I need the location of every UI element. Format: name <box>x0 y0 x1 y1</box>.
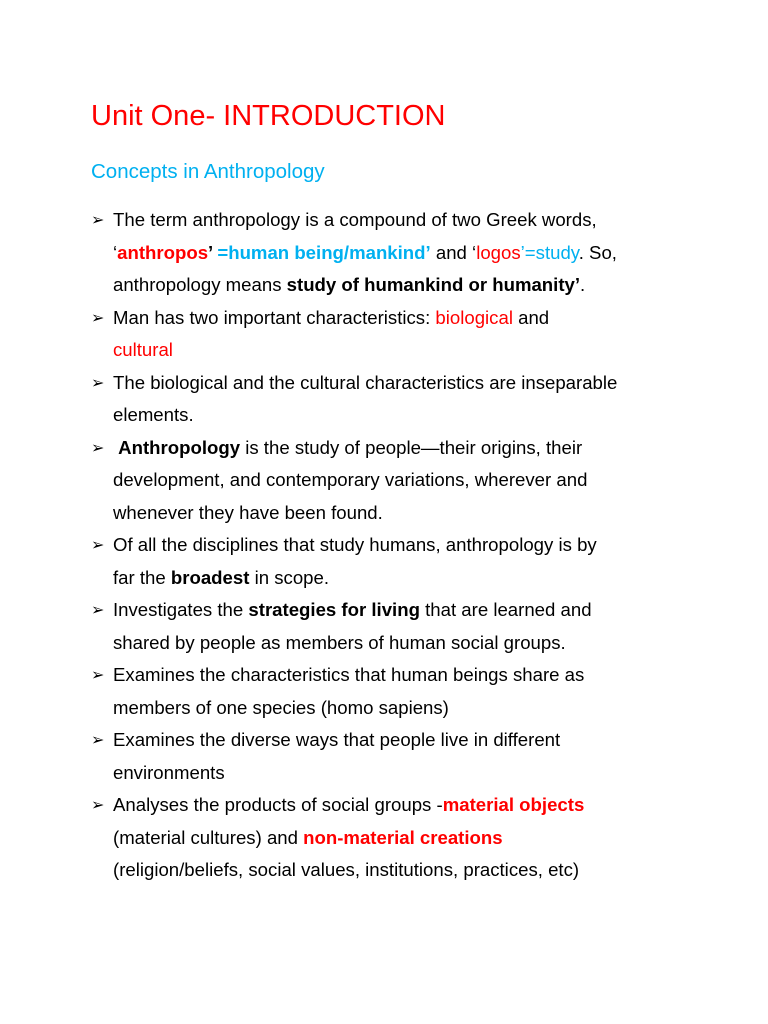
text-line: The biological and the cultural characteristics are inseparable <box>113 371 618 393</box>
term-broadest: broadest <box>170 566 250 588</box>
text-line: Investigates the strategies for living that are learned and <box>113 599 592 620</box>
text-line: whenever they have been found. <box>113 501 383 523</box>
arrowhead-bullet-icon: ➢ <box>91 535 105 554</box>
text-line: elements. <box>113 404 194 425</box>
text-line: The term anthropology is a compound of two Greek words, <box>113 209 597 230</box>
arrowhead-bullet-icon: ➢ <box>91 437 105 457</box>
list-item <box>91 789 691 887</box>
term-logos: logos <box>476 241 521 263</box>
term-study-of-humankind: study of humankind or humanity’ <box>286 274 581 295</box>
arrowhead-bullet-icon: ➢ <box>91 665 105 684</box>
text-line: anthropology means study of humankind or humanity’. <box>113 274 586 295</box>
term-non-material-creations: non-material creations <box>303 826 503 848</box>
text-line: far the broadest in scope. <box>113 566 330 588</box>
text-line: Man has two important characteristics: biological and <box>113 306 550 328</box>
text-line: shared by people as members of human social groups. <box>113 631 566 653</box>
term-study: ’=study <box>520 241 579 263</box>
term-anthropos: anthropos <box>117 241 209 263</box>
section-heading: Concepts in Anthropology <box>91 160 325 183</box>
text-line: (religion/beliefs, social values, institutions, practices, etc) <box>113 859 580 880</box>
list-item <box>91 594 691 659</box>
text-line: Examines the diverse ways that people live in different <box>113 729 561 750</box>
arrowhead-bullet-icon: ➢ <box>91 730 105 749</box>
list-item <box>91 432 691 530</box>
list-item <box>91 204 691 302</box>
list-item <box>91 659 691 724</box>
text-line: development, and contemporary variations, wherever and <box>113 469 588 490</box>
text-line: Anthropology is the study of people—their origins, their <box>118 436 583 458</box>
arrowhead-bullet-icon: ➢ <box>91 795 105 814</box>
text-line: Analyses the products of social groups -material objects <box>113 794 585 815</box>
term-human-being: =human being/mankind’ <box>212 241 431 263</box>
text-line: Of all the disciplines that study humans, anthropology is by <box>113 534 597 555</box>
arrowhead-bullet-icon: ➢ <box>91 600 105 619</box>
term-strategies-for-living: strategies for living <box>248 599 420 620</box>
text-line: members of one species (homo sapiens) <box>113 696 449 718</box>
list-item <box>91 302 691 367</box>
text-line: Examines the characteristics that human beings share as <box>113 664 585 685</box>
list-item <box>91 724 691 789</box>
text-line: (material cultures) and non-material creations <box>113 826 503 848</box>
term-anthropology: Anthropology <box>118 436 241 458</box>
text-line: ‘anthropos’ =human being/mankind’ and ‘logos’=study. So, <box>113 241 617 263</box>
arrowhead-bullet-icon: ➢ <box>91 307 105 327</box>
arrowhead-bullet-icon: ➢ <box>91 210 105 229</box>
arrowhead-bullet-icon: ➢ <box>91 372 105 392</box>
bullet-list <box>91 204 691 887</box>
text-line <box>113 334 691 367</box>
term-material-objects: material objects <box>442 794 585 815</box>
term-biological: biological <box>435 306 513 328</box>
term-cultural: cultural <box>113 339 173 360</box>
text-line: environments <box>113 761 225 783</box>
page-title: Unit One- INTRODUCTION <box>91 100 446 132</box>
list-item <box>91 367 691 432</box>
list-item <box>91 529 691 594</box>
